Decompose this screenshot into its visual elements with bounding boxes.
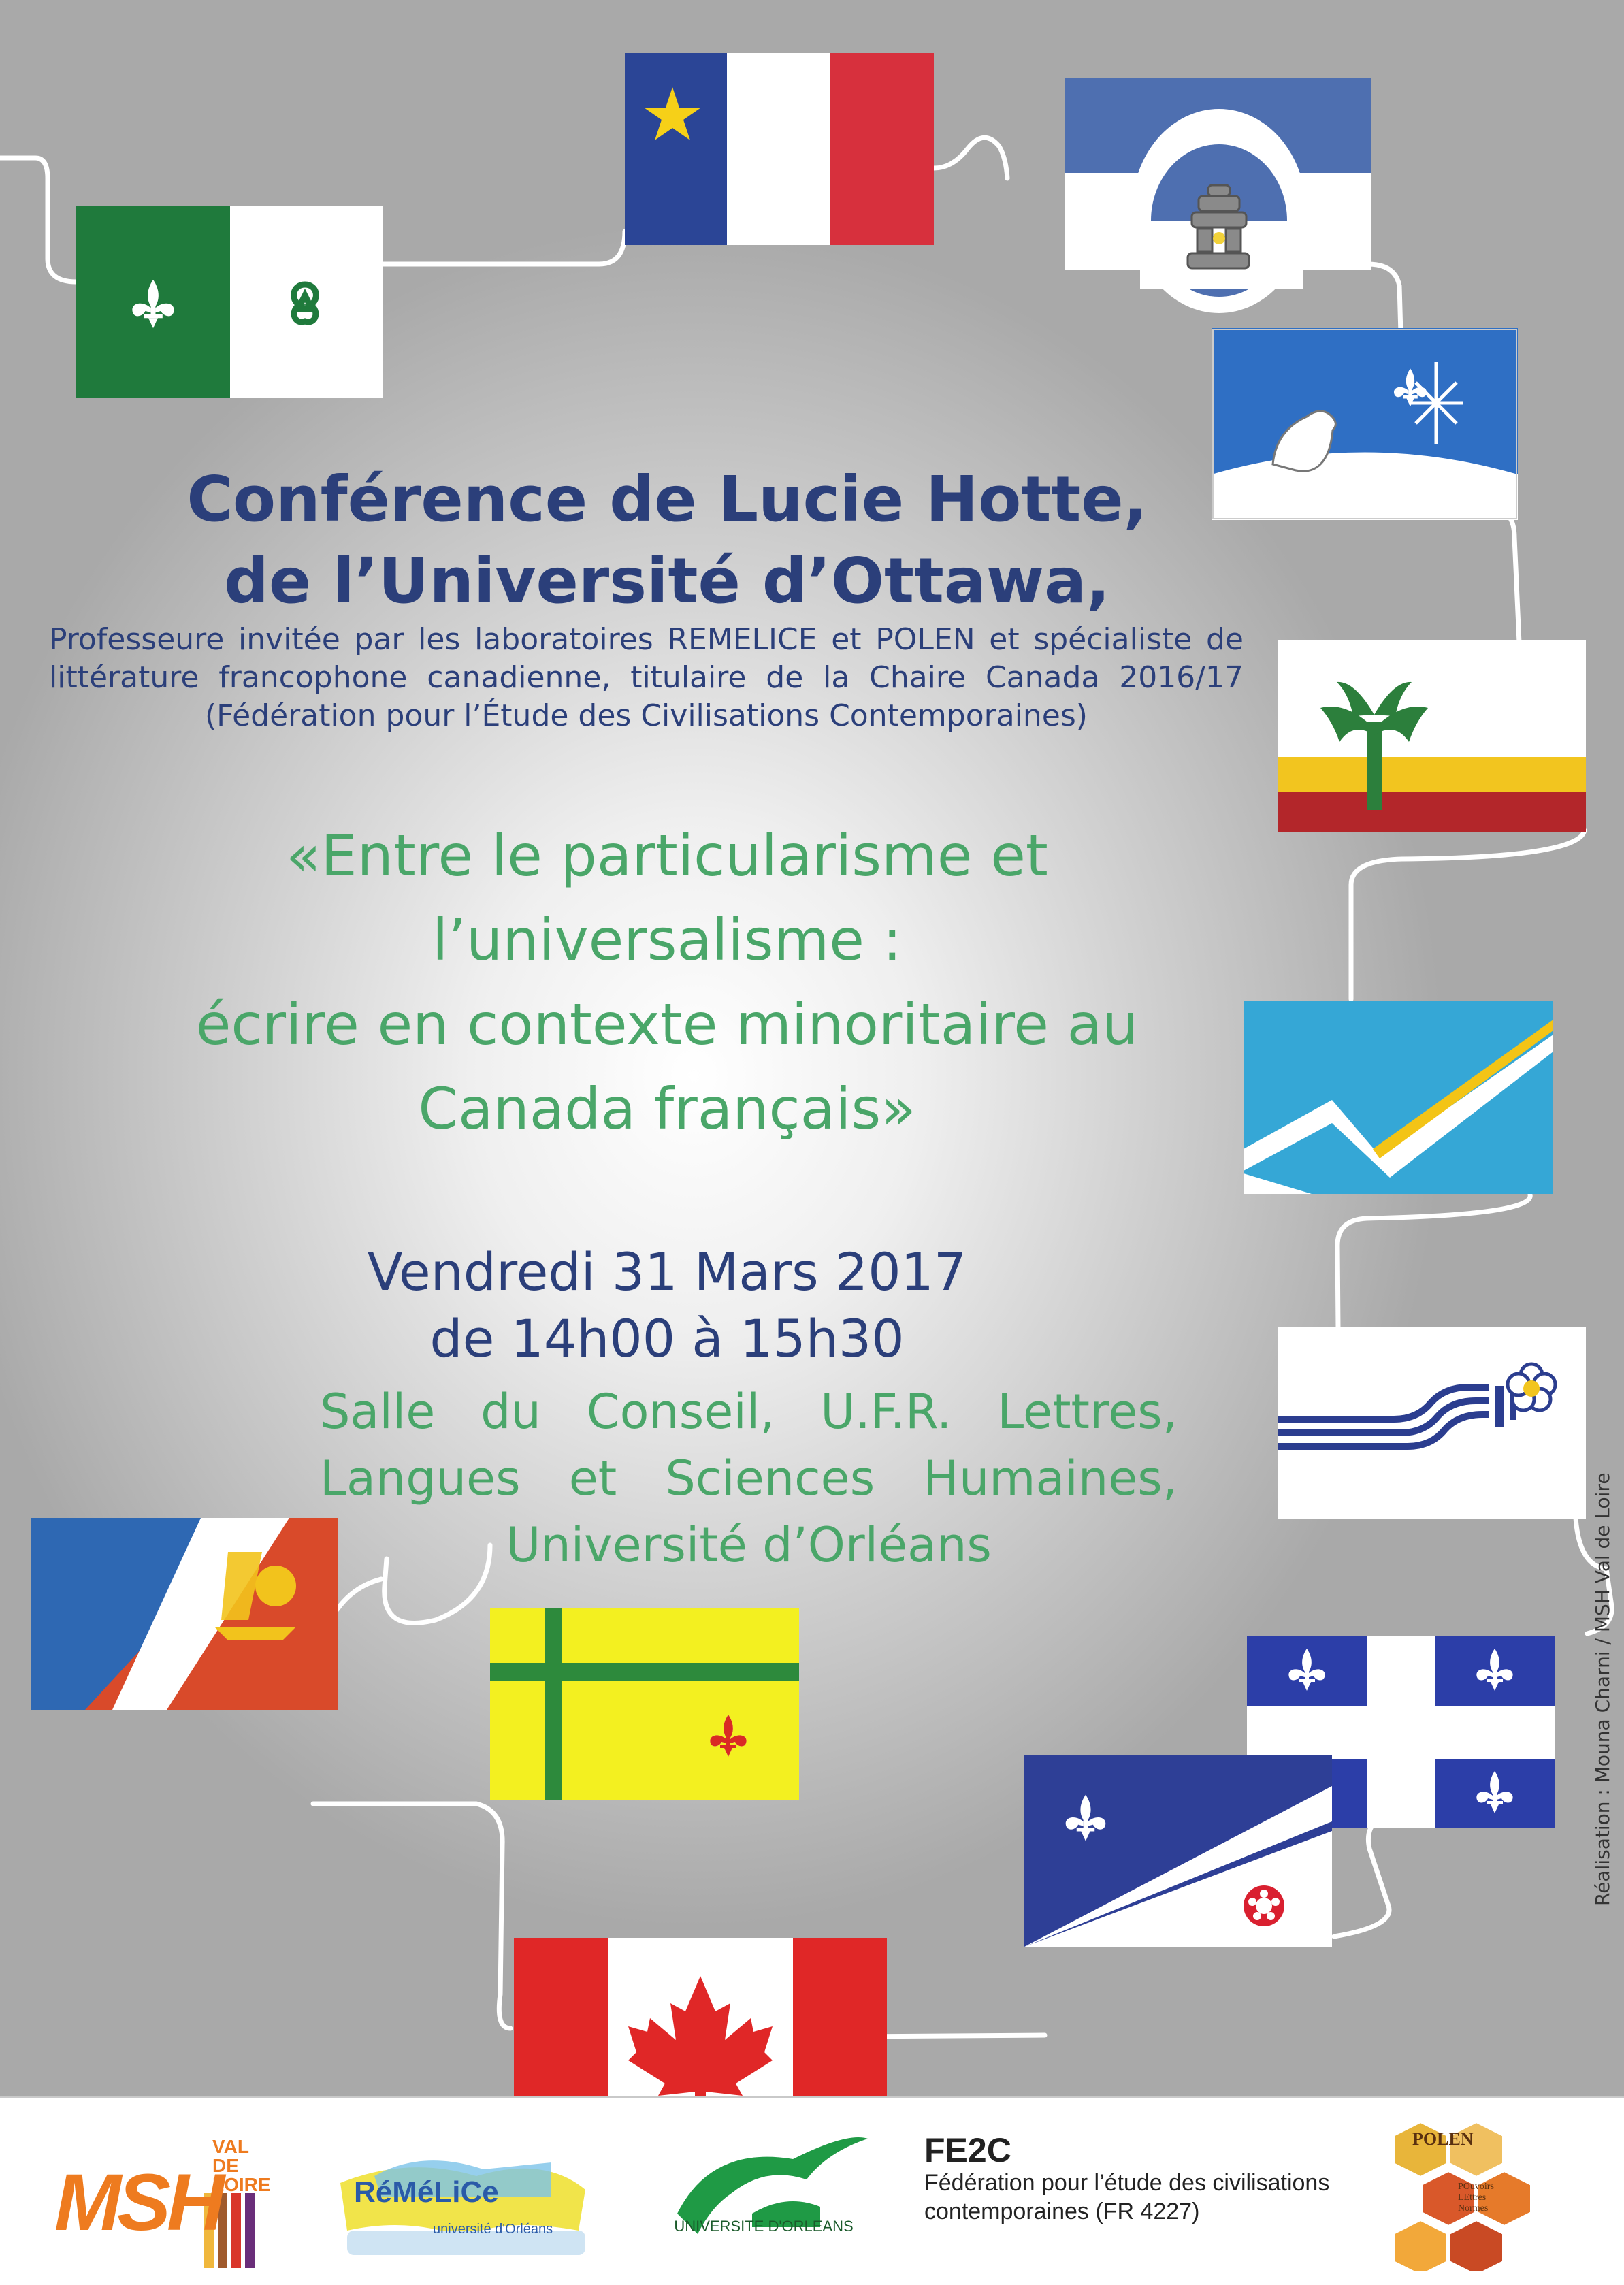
polen-logo-text: POLEN	[1412, 2129, 1474, 2149]
talk-title	[123, 813, 1212, 1151]
fe2c-description: Fédération pour l’étude des civilisations contemporaines (FR 4227)	[924, 2170, 1330, 2224]
acadian-flag	[625, 53, 934, 245]
talk-title-line1: «Entre le particularisme et	[286, 822, 1048, 889]
talk-title-line3: écrire en contexte minoritaire au	[195, 991, 1139, 1058]
manitoba-francophone-flag	[1024, 1755, 1332, 1947]
talk-title-line2: l’universalisme :	[432, 907, 902, 973]
conference-title-line2: de l’Université d’Ottawa,	[223, 545, 1110, 617]
remelice-logo-subtitle: université d'Orléans	[433, 2222, 553, 2237]
newfoundland-francophone-flag	[1278, 1327, 1586, 1519]
polen-logo-subtitle: POuvoirs LEttres Normes	[1458, 2182, 1494, 2214]
franco-ontarian-flag	[76, 206, 383, 398]
msh-logo-text: MSH	[54, 2158, 221, 2248]
northwest-territories-francophone-flag	[1212, 328, 1518, 520]
saskatchewan-fransaskois-flag	[490, 1608, 799, 1800]
speaker-introduction: Professeure invitée par les laboratoires REMELICE et POLEN et spécialiste de littérature francophone canadienne, titulaire de la Chaire Canada 2016/17 (Fédération pour l’Étude des Civilisations Contemporaines)	[49, 622, 1244, 733]
prince-edward-island-francophone-flag	[31, 1518, 338, 1710]
british-columbia-francophone-flag	[1244, 1001, 1553, 1194]
talk-title-line4: Canada français»	[418, 1075, 916, 1142]
albertan-francophone-flag	[1278, 640, 1586, 832]
event-time: de 14h00 à 15h30	[429, 1308, 905, 1369]
nunavut-francophone-flag	[1065, 78, 1371, 313]
remelice-logo-text: RéMéLiCe	[354, 2175, 499, 2209]
design-credit: Réalisation : Mouna Charni / MSH Val de Loire	[1591, 1472, 1614, 1906]
event-location: Salle du Conseil, U.F.R. Lettres, Langues et Sciences Humaines, Université d’Orléans	[320, 1384, 1178, 1573]
event-date: Vendredi 31 Mars 2017	[367, 1242, 967, 1302]
msh-logo-subtitle: VAL DE LOIRE	[212, 2136, 271, 2195]
fe2c-title: FE2C	[924, 2131, 1011, 2169]
conference-title-line1: Conférence de Lucie Hotte,	[186, 463, 1148, 536]
universite-orleans-label: UNIVERSITE D'ORLEANS	[674, 2218, 854, 2235]
canada-flag	[514, 1938, 887, 2096]
